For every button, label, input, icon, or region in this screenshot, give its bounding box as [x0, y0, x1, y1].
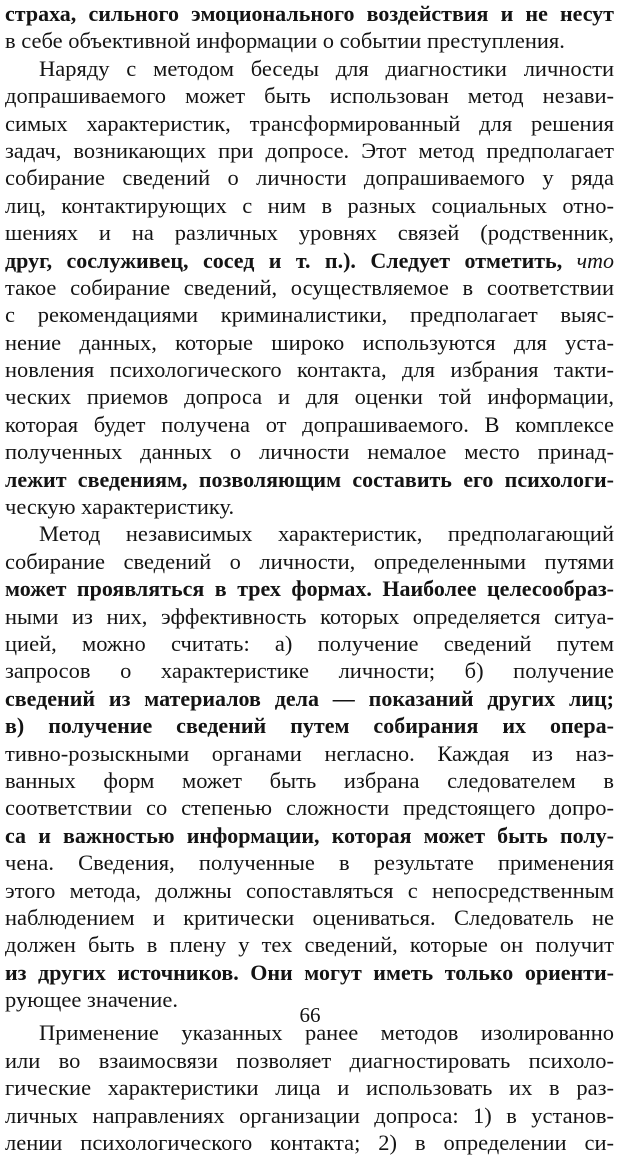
text-line: в) получение сведений путем собирания их опера- [5, 713, 614, 739]
text-line: из других источников. Они могут иметь только ориенти- [5, 959, 614, 985]
paragraph [5, 0, 614, 55]
page-text [5, 0, 614, 1156]
text-line: страха, сильного эмоционального воздействия и не несут [5, 1, 614, 26]
text-line: наблюдением и критически оцениваться. Следователь не [5, 904, 614, 930]
text-line: с рекомендациями криминалистики, предполагает выяс- [5, 302, 614, 328]
text-line: запросов о характеристике личности; б) получение [5, 658, 614, 684]
text-line: собирание сведений о личности допрашиваемого у ряда [5, 165, 614, 191]
text-line: новления психологического контакта, для избрания такти- [5, 357, 614, 383]
text-line: лении психологического контакта; 2) в определении си- [5, 1130, 614, 1156]
text-line: или во взаимосвязи позволяет диагностировать психоло- [5, 1047, 614, 1073]
text-line: этого метода, должны сопоставляться с непосредственным [5, 877, 614, 903]
text-line: тивно-розыскными органами негласно. Каждая из наз- [5, 740, 614, 766]
text-line: задач, возникающих при допросе. Этот метод предполагает [5, 137, 614, 163]
text-line: шениях и на различных уровнях связей (родственник, [5, 220, 614, 246]
text-line: Наряду с методом беседы для диагностики личности [39, 55, 614, 81]
text-line: ческих приемов допроса и для оценки той информации, [5, 384, 614, 410]
text-line: такое собирание сведений, осуществляемое в соответствии [5, 274, 614, 300]
text-line: са и важностью информации, которая может быть полу- [5, 822, 614, 848]
text-line: полученных данных о личности немалое место принад- [5, 439, 614, 465]
text-line: симых характеристик, трансформированный для решения [5, 110, 614, 136]
text-line: лежит сведениям, позволяющим составить его психологи- [5, 466, 614, 492]
text-line: сведений из материалов дела — показаний других лиц; [5, 685, 614, 711]
text-line: гические характеристики лица и использовать их в раз- [5, 1075, 614, 1101]
text-line: собирание сведений о личности, определенными путями [5, 548, 614, 574]
text-line: нение данных, которые широко используются для уста- [5, 329, 614, 355]
text-line: Метод независимых характеристик, предполагающий [39, 521, 614, 547]
paragraph [5, 520, 614, 1013]
text-line: должен быть в плену у тех сведений, которые он получит [5, 932, 614, 958]
text-line: которая будет получена от допрашиваемого. В комплексе [5, 411, 614, 437]
text-line: ными из них, эффективность которых определяется ситуа- [5, 603, 614, 629]
text-line: может проявляться в трех формах. Наиболее целесообраз- [5, 576, 614, 602]
paragraph [5, 1019, 614, 1156]
text-line: Применение указанных ранее методов изолированно [39, 1020, 614, 1046]
text-line: лиц, контактирующих с ним в разных социальных отно- [5, 192, 614, 218]
italic-word: что [576, 247, 614, 273]
text-line: в себе объективной информации о событии преступления. [5, 28, 565, 54]
text-line: рующее значение. [5, 987, 178, 1013]
paragraph [5, 55, 614, 521]
text-line: ческую характеристику. [5, 494, 235, 520]
text-line: ванных форм может быть избрана следователем в [5, 767, 614, 793]
text-line: личных направлениях организации допроса: 1) в установ- [5, 1102, 614, 1128]
text-line: цией, можно считать: а) получение сведений путем [5, 630, 614, 656]
page-number: 66 [299, 1003, 321, 1027]
text-line: друг, сослуживец, сосед и т. п.). Следует отметить, что [5, 247, 614, 273]
text-line: чена. Сведения, полученные в результате применения [5, 850, 614, 876]
text-line: допрашиваемого может быть использован метод незави- [5, 83, 614, 109]
text-line: соответствии со степенью сложности предстоящего допро- [5, 795, 614, 821]
